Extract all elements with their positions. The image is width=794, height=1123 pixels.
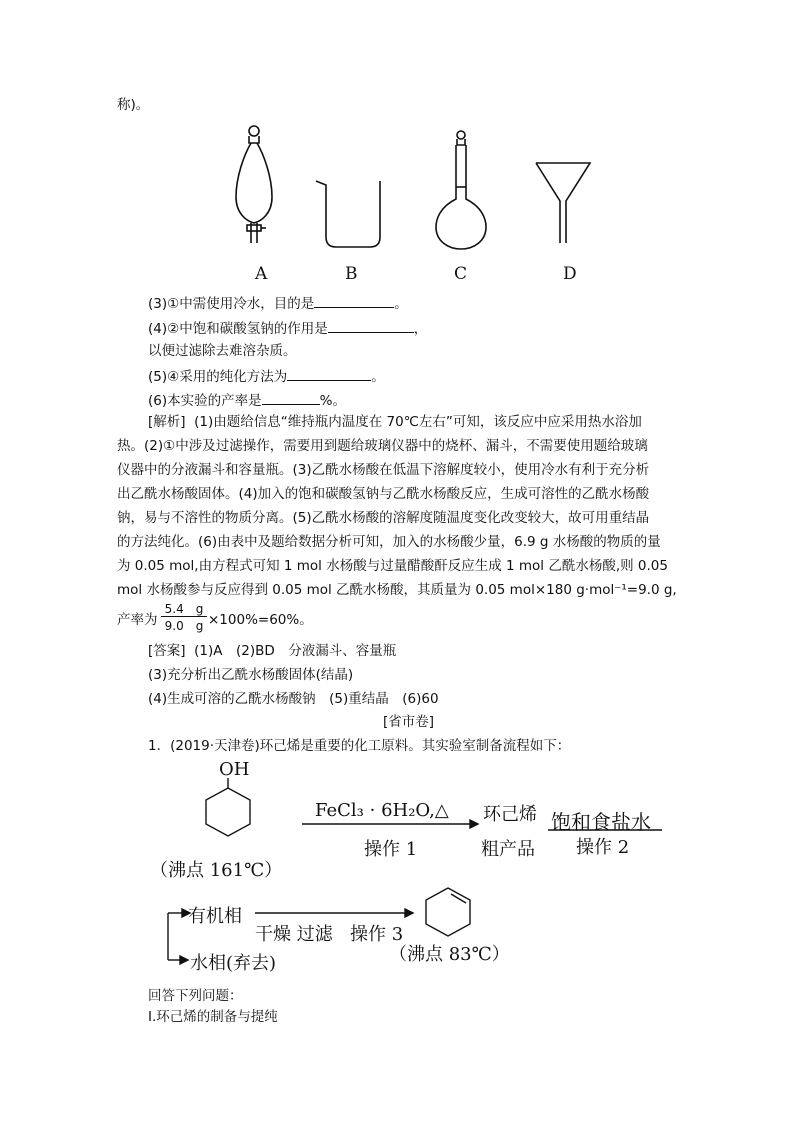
label-b: B — [345, 264, 358, 284]
funnel-icon — [536, 163, 590, 243]
answer-tag: [答案] — [148, 643, 186, 659]
question-6: (6)本实验的产率是 %。 — [148, 390, 346, 410]
question-4: (4)②中饱和碳酸氢钠的作用是 ， — [148, 318, 427, 338]
separatory-funnel-icon — [236, 126, 272, 243]
question-1-intro: 1．(2019·天津卷)环己烯是重要的化工原料。其实验室制备流程如下： — [148, 738, 571, 754]
reaction-arrow-3 — [255, 909, 413, 917]
operation-3: 操作 3 — [350, 924, 404, 945]
label-c: C — [454, 264, 468, 284]
yield-prefix: 产率为 — [117, 612, 158, 628]
analysis-line-5: 钠，易与不溶性的物质分离。(5)乙酰水杨酸的溶解度随温度变化改变较大，故可用重结晶 — [117, 510, 650, 526]
organic-phase: 有机相 — [188, 906, 242, 927]
analysis-line-6: 的方法纯化。(6)由表中及题给数据分析可知，加入的水杨酸少量，6.9 g 水杨酸的物质的量 — [117, 534, 661, 550]
section-title: [省市卷] — [383, 714, 435, 730]
analysis-line-1: [解析] (1)由题给信息“维持瓶内温度在 70℃左右”可知，该反应中应采用热水浴加 — [148, 414, 642, 430]
answer-blank — [328, 318, 414, 333]
saturated-brine: 饱和食盐水 — [551, 810, 651, 834]
cyclohexene-structure-icon — [426, 888, 470, 936]
analysis-line-8: mol 水杨酸参与反应得到 0.05 mol 乙酰水杨酸，其质量为 0.05 mol×180 g·mol⁻¹=9.0 g, — [117, 582, 677, 598]
separation-bracket — [168, 909, 190, 964]
answer-blank — [262, 390, 320, 405]
aqueous-phase: 水相(弃去) — [190, 953, 277, 974]
question-5: (5)④采用的纯化方法为 。 — [148, 366, 385, 386]
question-4-continued: 以便过滤除去难溶杂质。 — [148, 343, 297, 359]
crude-product-1: 环己烯 — [483, 804, 537, 825]
analysis-line-3: 仪器中的分液漏斗和容量瓶。(3)乙酰水杨酸在低温下溶解度较小，使用冷水有利于充分析 — [117, 462, 650, 478]
answer-line-1: [答案] (1)A (2)BD 分液漏斗、容量瓶 — [148, 643, 397, 659]
reagent-label: FeCl₃ · 6H₂O,△ — [315, 800, 449, 821]
cyclohexanol-structure-icon — [206, 778, 250, 836]
answer-line-3: (4)生成可溶的乙酰水杨酸钠 (5)重结晶 (6)60 — [148, 691, 439, 707]
question-3: (3)①中需使用冷水，目的是 。 — [148, 293, 408, 313]
answer-blank — [314, 293, 394, 308]
yield-result: ×100%=60%。 — [208, 612, 313, 628]
fraction-numerator: 5.4 g — [161, 602, 207, 617]
boiling-point-2: （沸点 83℃） — [389, 944, 510, 965]
analysis-line-2: 热。(2)①中涉及过滤操作，需要用到题给玻璃仪器中的烧杯、漏斗，不需要使用题给玻璃 — [117, 438, 648, 454]
analysis-line-7: 为 0.05 mol,由方程式可知 1 mol 水杨酸与过量醋酸酐反应生成 1 mol 乙酰水杨酸,则 0.05 — [117, 558, 668, 574]
hydroxyl-label: OH — [219, 759, 250, 780]
volumetric-flask-icon — [436, 131, 486, 249]
answer-prompt: 回答下列问题： — [148, 988, 243, 1004]
label-a: A — [255, 264, 268, 284]
answer-line-2: (3)充分析出乙酰水杨酸固体(结晶) — [148, 667, 354, 683]
dry-filter: 干燥 过滤 — [255, 924, 333, 945]
reaction-arrow-1 — [302, 820, 478, 828]
analysis-tag: [解析] — [148, 414, 186, 430]
fraction-denominator: 9.0 g — [164, 619, 204, 633]
beaker-icon — [316, 181, 380, 247]
boiling-point-1: （沸点 161℃） — [150, 860, 283, 881]
analysis-line-4: 出乙酰水杨酸固体。(4)加入的饱和碳酸氢钠与乙酰水杨酸反应，生成可溶性的乙酰水杨酸 — [117, 486, 650, 502]
top-text: 称)。 — [117, 97, 150, 113]
subsection-title: Ⅰ.环己烯的制备与提纯 — [148, 1009, 278, 1025]
label-d: D — [563, 264, 577, 284]
crude-product-2: 粗产品 — [481, 839, 535, 860]
operation-1: 操作 1 — [364, 839, 418, 860]
answer-blank — [287, 366, 371, 381]
operation-2: 操作 2 — [576, 837, 630, 858]
